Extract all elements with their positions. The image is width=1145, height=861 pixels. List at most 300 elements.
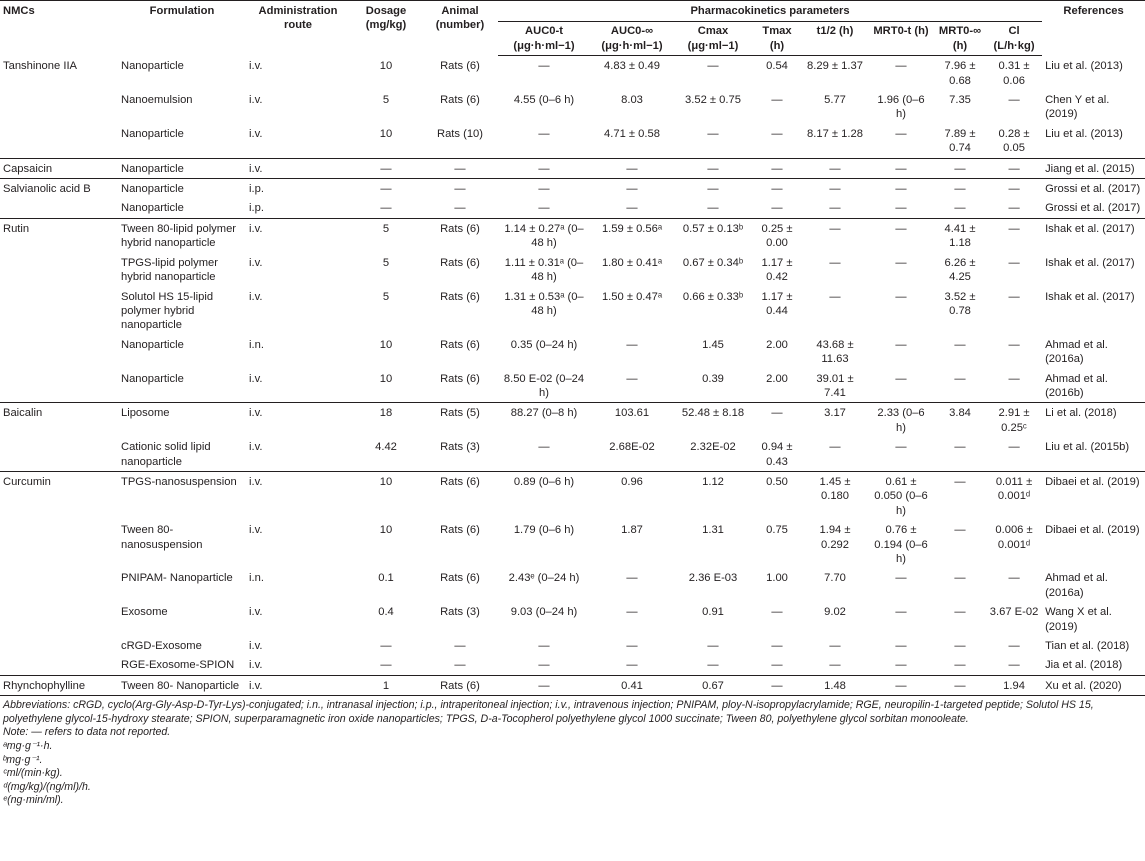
cell-mrt0t: — [895, 256, 907, 269]
cell-tmax: 0.54 [766, 60, 788, 73]
cell-tmax: 2.00 [766, 372, 788, 385]
cell-mrt0t: — [895, 606, 907, 619]
cell-formulation: Nanoparticle [121, 127, 184, 140]
cell-auc0t: — [498, 158, 590, 178]
cell-auc0inf: 0.96 [590, 471, 674, 520]
cell-nmc [0, 369, 118, 403]
cell-auc0t: 1.11 ± 0.31ᵃ (0–48 h) [504, 256, 584, 284]
cell-route: i.v. [246, 218, 350, 252]
cell-t12: — [802, 158, 868, 178]
cell-dosage: — [350, 179, 422, 199]
cell-cmax: — [707, 659, 719, 672]
cell-reference: Wang X et al. (2019) [1045, 606, 1112, 633]
cell-formulation: Tween 80- Nanoparticle [118, 675, 246, 695]
cell-reference: Ishak et al. (2017) [1045, 256, 1135, 269]
cell-formulation: Solutol HS 15-lipid polymer hybrid nanoparticle [121, 290, 214, 332]
cell-t12: 1.45 ± 0.180 [802, 471, 868, 520]
header-mrt0inf: MRT0-∞ (h) [934, 22, 986, 56]
cell-tmax: — [752, 675, 802, 695]
cell-route: i.n. [249, 572, 264, 585]
cell-dosage: 10 [379, 338, 393, 351]
cell-mrt0inf: — [954, 372, 966, 385]
cell-mrt0t: — [868, 158, 934, 178]
cell-auc0t: 88.27 (0–8 h) [498, 403, 590, 437]
cell-route: i.v. [246, 403, 350, 437]
table-row [0, 403, 1145, 437]
cell-cmax: 0.66 ± 0.33ᵇ [682, 290, 744, 303]
cell-dosage: 4.42 [375, 441, 397, 454]
table-row [0, 287, 1145, 335]
cell-formulation: TPGS-lipid polymer hybrid nanoparticle [121, 256, 218, 284]
cell-animal: — [454, 640, 466, 653]
cell-route: i.v. [249, 256, 263, 269]
cell-dosage: 18 [350, 403, 422, 437]
cell-cmax: 1.12 [674, 471, 752, 520]
header-animal: Animal (number) [422, 1, 498, 56]
cell-mrt0t: — [895, 202, 907, 215]
header-mrt0t: MRT0-t (h) [868, 22, 934, 56]
cell-tmax: — [771, 659, 783, 672]
cell-cl: — [1008, 290, 1020, 303]
cell-tmax: — [771, 94, 783, 107]
table-footnotes [0, 696, 1145, 808]
cell-t12: — [829, 202, 841, 215]
cell-nmc [0, 602, 118, 636]
cell-auc0inf: — [626, 640, 638, 653]
footnote-a: ᵃmg·g⁻¹·h. [3, 740, 53, 753]
cell-route: i.v. [249, 372, 263, 385]
header-cmax: Cmax (μg·ml−1) [674, 22, 752, 56]
table-row [0, 602, 1145, 636]
cell-reference: Grossi et al. (2017) [1042, 179, 1145, 199]
cell-formulation: TPGS-nanosuspension [118, 471, 246, 520]
cell-auc0inf: — [626, 606, 638, 619]
cell-route: i.v. [249, 640, 263, 653]
cell-cmax: 0.67 ± 0.34ᵇ [682, 256, 744, 269]
cell-tmax: — [752, 403, 802, 437]
table-row [0, 655, 1145, 675]
cell-cmax: — [674, 158, 752, 178]
cell-t12: 39.01 ± 7.41 [816, 372, 854, 399]
cell-animal: — [422, 179, 498, 199]
cell-animal: Rats (3) [440, 606, 480, 619]
cell-mrt0inf: 3.52 ± 0.78 [944, 290, 976, 317]
cell-t12: — [829, 256, 841, 269]
abbreviations-note: Abbreviations: cRGD, cyclo(Arg-Gly-Asp-D-Tyr-Lys)-conjugated; i.n., intranasal injection; i.p., intraperitoneal injection; i.v., intravenous injection; PNIPAM, ploy-N-isopropylacrylamide; RGE, neuropilin-1-targeted peptide; Solutol HS 15, polyethylene glycol-15-hydroxy stearate; SPION, superparamagnetic iron oxide nanoparticles; TPGS, D-a-Tocopherol polyethylene glycol 1000 succinate; Tween 80, polyethylene glycol sorbitan monooleate. [3, 699, 1094, 725]
cell-reference: Ahmad et al. (2016b) [1045, 372, 1108, 399]
cell-auc0t: 9.03 (0–24 h) [510, 606, 578, 619]
cell-dosage: 10 [379, 59, 393, 72]
cell-auc0inf: 4.83 ± 0.49 [604, 60, 660, 73]
header-nmcs: NMCs [0, 1, 118, 56]
cell-tmax: — [771, 202, 783, 215]
cell-nmc [0, 124, 118, 158]
cell-animal: Rats (6) [422, 471, 498, 520]
cell-cl: — [1008, 338, 1020, 351]
cell-cmax: 0.67 [674, 675, 752, 695]
cell-route: i.v. [246, 471, 350, 520]
cell-route: i.v. [249, 441, 263, 454]
cell-animal: Rats (6) [422, 218, 498, 252]
cell-t12: — [802, 179, 868, 199]
cell-cl: — [986, 218, 1042, 252]
cell-cl: — [986, 179, 1042, 199]
cell-mrt0t: — [895, 338, 907, 351]
cell-route: i.v. [249, 659, 263, 672]
cell-nmc: Rhynchophylline [0, 675, 118, 695]
cell-t12: — [829, 659, 841, 672]
cell-dosage: 1 [350, 675, 422, 695]
cell-mrt0inf: — [934, 158, 986, 178]
cell-mrt0inf: — [954, 524, 966, 537]
cell-cmax: 1.45 [702, 338, 724, 351]
cell-mrt0inf: — [934, 675, 986, 695]
cell-auc0t: 0.35 (0–24 h) [510, 338, 578, 351]
cell-mrt0t: 0.61 ± 0.050 (0–6 h) [868, 471, 934, 520]
cell-mrt0inf: — [954, 606, 966, 619]
table-row [0, 675, 1145, 695]
cell-formulation: Nanoparticle [121, 202, 184, 215]
cell-cl: — [1008, 572, 1020, 585]
cell-auc0inf: 103.61 [590, 403, 674, 437]
cell-nmc [0, 253, 118, 287]
cell-dosage: 10 [350, 471, 422, 520]
header-dosage: Dosage (mg/kg) [350, 1, 422, 56]
cell-auc0t: — [538, 441, 550, 454]
cell-cl: — [986, 158, 1042, 178]
cell-route: i.v. [249, 524, 263, 537]
cell-nmc: Curcumin [0, 471, 118, 520]
table-row [0, 437, 1145, 471]
cell-dosage: — [380, 659, 392, 672]
cell-animal: Rats (6) [440, 290, 480, 303]
cell-auc0inf: — [590, 158, 674, 178]
cell-mrt0t: — [895, 372, 907, 385]
table-row [0, 253, 1145, 287]
cell-cl: 1.94 [986, 675, 1042, 695]
cell-cl: 3.67 E-02 [989, 606, 1039, 619]
cell-cmax: — [674, 179, 752, 199]
cell-t12: — [829, 640, 841, 653]
cell-cmax: 0.91 [702, 606, 724, 619]
cell-auc0t: 1.31 ± 0.53ᵃ (0–48 h) [504, 290, 584, 317]
cell-auc0inf: — [626, 202, 638, 215]
cell-reference: Li et al. (2018) [1042, 403, 1145, 437]
cell-formulation: Exosome [121, 606, 168, 619]
cell-nmc: Capsaicin [0, 158, 118, 178]
cell-nmc [0, 520, 118, 568]
footnote-b: ᵇmg·g⁻¹. [3, 753, 43, 766]
header-auc0t: AUC0-t (μg·h·ml−1) [498, 22, 590, 56]
header-references: References [1042, 1, 1145, 56]
cell-formulation: Nanoparticle [121, 338, 184, 351]
cell-mrt0inf: — [954, 441, 966, 454]
header-formulation: Formulation [118, 1, 246, 56]
cell-formulation: Tween 80-nanosuspension [121, 524, 203, 551]
cell-mrt0t: — [868, 675, 934, 695]
cell-auc0inf: — [626, 572, 638, 585]
cell-mrt0t: — [895, 127, 907, 140]
cell-auc0inf: 2.68E-02 [609, 441, 655, 454]
cell-dosage: — [380, 640, 392, 653]
cell-reference: Jia et al. (2018) [1045, 659, 1123, 672]
cell-mrt0t: — [895, 659, 907, 672]
cell-animal: Rats (6) [440, 524, 480, 537]
cell-mrt0inf: 3.84 [934, 403, 986, 437]
table-row [0, 158, 1145, 178]
table-row [0, 218, 1145, 252]
cell-auc0inf: 1.87 [621, 524, 643, 537]
cell-dosage: 10 [379, 127, 393, 140]
cell-mrt0t: — [895, 640, 907, 653]
cell-cmax: — [707, 60, 719, 73]
cell-cmax: — [707, 202, 719, 215]
cell-cmax: 52.48 ± 8.18 [674, 403, 752, 437]
cell-mrt0inf: 7.96 ± 0.68 [944, 60, 976, 87]
cell-auc0t: 1.79 (0–6 h) [513, 524, 575, 537]
cell-dosage: 5 [382, 256, 390, 269]
cell-animal: Rats (6) [440, 338, 480, 351]
cell-mrt0inf: — [934, 179, 986, 199]
cell-nmc [0, 198, 118, 218]
cell-route: i.p. [246, 179, 350, 199]
cell-route: i.v. [246, 675, 350, 695]
cell-formulation: Liposome [118, 403, 246, 437]
cell-auc0inf: 1.59 ± 0.56ᵃ [590, 218, 674, 252]
cell-route: i.v. [249, 606, 263, 619]
cell-animal: Rats (6) [422, 675, 498, 695]
cell-nmc: Tanshinone IIA [3, 59, 78, 72]
cell-animal: — [454, 202, 466, 215]
cell-auc0inf: — [626, 338, 638, 351]
cell-cmax: 2.36 E-03 [688, 572, 738, 585]
cell-route: i.v. [249, 290, 263, 303]
cell-cmax: 2.32E-02 [690, 441, 736, 454]
cell-dosage: 10 [379, 524, 393, 537]
cell-cmax: 3.52 ± 0.75 [685, 94, 741, 107]
cell-tmax: 2.00 [766, 338, 788, 351]
cell-nmc: Salvianolic acid B [0, 179, 118, 199]
cell-tmax: — [771, 127, 783, 140]
cell-t12: 3.17 [802, 403, 868, 437]
cell-auc0t: — [498, 179, 590, 199]
cell-cl: — [1008, 372, 1020, 385]
cell-nmc: Baicalin [0, 403, 118, 437]
cell-reference: Ahmad et al. (2016a) [1045, 338, 1108, 366]
header-tmax: Tmax (h) [752, 22, 802, 56]
cell-cl: 0.011 ± 0.001ᵈ [986, 471, 1042, 520]
cell-dosage: — [350, 158, 422, 178]
cell-route: i.v. [249, 59, 263, 72]
cell-mrt0t: — [868, 179, 934, 199]
cell-mrt0t: 2.33 (0–6 h) [868, 403, 934, 437]
cell-mrt0t: — [895, 572, 907, 585]
cell-mrt0inf: 7.35 [949, 94, 971, 107]
cell-dosage: 5 [382, 290, 390, 303]
cell-tmax: 0.50 [752, 471, 802, 520]
cell-formulation: Nanoparticle [118, 158, 246, 178]
cell-t12: — [829, 441, 841, 454]
cell-auc0t: — [498, 675, 590, 695]
cell-cmax: 0.39 [702, 372, 724, 385]
cell-animal: Rats (6) [440, 94, 480, 107]
cell-t12: 1.94 ± 0.292 [819, 524, 851, 551]
cell-tmax: — [771, 606, 783, 619]
cell-cl: — [1008, 441, 1020, 454]
cell-auc0inf: — [626, 659, 638, 672]
cell-formulation: PNIPAM- Nanoparticle [121, 572, 233, 585]
cell-formulation: Nanoparticle [121, 372, 184, 385]
cell-formulation: Nanoparticle [121, 59, 184, 72]
cell-t12: 1.48 [802, 675, 868, 695]
cell-reference: Dibaei et al. (2019) [1045, 524, 1140, 537]
cell-auc0t: 4.55 (0–6 h) [513, 94, 575, 107]
cell-auc0t: — [538, 659, 550, 672]
cell-mrt0inf: — [954, 640, 966, 653]
cell-nmc [0, 655, 118, 675]
table-row [0, 369, 1145, 403]
cell-cl: — [1008, 256, 1020, 269]
cell-reference: Chen Y et al. (2019) [1045, 94, 1110, 121]
cell-t12: 9.02 [824, 606, 846, 619]
header-pk-parameters: Pharmacokinetics parameters [498, 1, 1042, 22]
cell-auc0t: — [538, 127, 550, 140]
header-t12: t1/2 (h) [802, 22, 868, 56]
cell-auc0t: 1.14 ± 0.27ᵃ (0–48 h) [498, 218, 590, 252]
cell-cl: — [1008, 94, 1020, 107]
cell-auc0t: — [538, 60, 550, 73]
table-row [0, 636, 1145, 655]
cell-auc0inf: — [590, 179, 674, 199]
cell-auc0inf: 4.71 ± 0.58 [604, 127, 660, 140]
cell-nmc [0, 90, 118, 124]
cell-formulation: Cationic solid lipid nanoparticle [121, 441, 211, 468]
cell-route: i.v. [246, 158, 350, 178]
cell-cmax: 0.57 ± 0.13ᵇ [674, 218, 752, 252]
cell-reference: Ishak et al. (2017) [1042, 218, 1145, 252]
cell-auc0t: — [538, 640, 550, 653]
table-row [0, 471, 1145, 520]
footnote-e: ᵉ(ng·min/ml). [3, 794, 64, 807]
cell-auc0t: 2.43ᵉ (0–24 h) [508, 572, 580, 585]
cell-auc0inf: 1.50 ± 0.47ᵃ [601, 290, 663, 303]
cell-formulation: Nanoemulsion [121, 94, 193, 107]
cell-dosage: 5 [350, 218, 422, 252]
cell-dosage: 0.4 [378, 606, 394, 619]
cell-tmax: — [752, 179, 802, 199]
cell-mrt0inf: — [954, 202, 966, 215]
cell-t12: 43.68 ± 11.63 [816, 338, 854, 366]
cell-mrt0inf: — [954, 572, 966, 585]
cell-t12: 8.29 ± 1.37 [807, 60, 863, 73]
cell-tmax: — [752, 158, 802, 178]
cell-reference: Liu et al. (2013) [1045, 59, 1123, 72]
cell-animal: Rats (5) [422, 403, 498, 437]
footnote-c: ᶜml/(min·kg). [3, 767, 63, 780]
cell-nmc [0, 437, 118, 471]
cell-cl: — [1008, 202, 1020, 215]
table-body [0, 56, 1145, 696]
footnote-d: ᵈ(mg/kg)/(ng/ml)/h. [3, 780, 91, 793]
cell-reference: Jiang et al. (2015) [1042, 158, 1145, 178]
header-route: Administration route [246, 1, 350, 56]
cell-tmax: 1.17 ± 0.44 [761, 290, 793, 317]
cell-mrt0inf: 4.41 ± 1.18 [934, 218, 986, 252]
cell-nmc [0, 287, 118, 335]
cell-mrt0inf: 6.26 ± 4.25 [944, 256, 976, 284]
cell-cl: — [1008, 640, 1020, 653]
table-row [0, 90, 1145, 124]
cell-dosage: — [380, 202, 392, 215]
cell-tmax: — [771, 640, 783, 653]
cell-reference: Liu et al. (2015b) [1045, 441, 1130, 454]
cell-tmax: 0.75 [766, 524, 788, 537]
cell-tmax: 1.17 ± 0.42 [761, 256, 793, 284]
cell-nmc [0, 636, 118, 655]
cell-mrt0t: 1.96 (0–6 h) [877, 94, 925, 121]
cell-tmax: 0.94 ± 0.43 [761, 441, 793, 468]
cell-mrt0inf: — [954, 338, 966, 351]
cell-mrt0inf: — [954, 659, 966, 672]
cell-t12: — [829, 290, 841, 303]
table-row [0, 335, 1145, 369]
header-cl: Cl (L/h·kg) [986, 22, 1042, 56]
cell-animal: — [454, 659, 466, 672]
cell-tmax: 1.00 [766, 572, 788, 585]
cell-formulation: Nanoparticle [118, 179, 246, 199]
cell-cl: 0.28 ± 0.05 [998, 127, 1030, 155]
cell-cl: 2.91 ± 0.25ᶜ [986, 403, 1042, 437]
cell-nmc [0, 335, 118, 369]
cell-dosage: 10 [379, 372, 393, 385]
dash-note: Note: — refers to data not reported. [3, 726, 171, 739]
cell-nmc: Rutin [0, 218, 118, 252]
table-row [0, 520, 1145, 568]
header-auc0inf: AUC0-∞ (μg·h·ml−1) [590, 22, 674, 56]
cell-cl: 0.006 ± 0.001ᵈ [995, 524, 1033, 551]
cell-animal: — [422, 158, 498, 178]
cell-mrt0t: — [895, 290, 907, 303]
cell-animal: Rats (6) [440, 256, 480, 269]
cell-t12: 7.70 [824, 572, 846, 585]
cell-route: i.p. [249, 202, 264, 215]
cell-reference: Tian et al. (2018) [1045, 640, 1130, 653]
cell-route: i.v. [249, 94, 263, 107]
cell-cmax: — [707, 127, 719, 140]
table-row [0, 56, 1145, 90]
cell-animal: Rats (10) [436, 127, 483, 140]
cell-mrt0inf: — [934, 471, 986, 520]
cell-cl: 0.31 ± 0.06 [998, 60, 1030, 87]
table-row [0, 179, 1145, 199]
cell-t12: 5.77 [824, 94, 846, 107]
cell-reference: Ahmad et al. (2016a) [1045, 572, 1108, 599]
cell-cl: — [1008, 659, 1020, 672]
cell-reference: Xu et al. (2020) [1042, 675, 1145, 695]
cell-route: i.n. [249, 338, 264, 351]
cell-reference: Liu et al. (2013) [1045, 127, 1123, 140]
cell-mrt0t: — [895, 60, 907, 73]
table-row [0, 124, 1145, 158]
cell-formulation: cRGD-Exosome [121, 640, 202, 653]
cell-animal: Rats (6) [440, 572, 480, 585]
cell-dosage: 0.1 [378, 572, 394, 585]
cell-mrt0inf: 7.89 ± 0.74 [944, 127, 976, 155]
cell-tmax: 0.25 ± 0.00 [752, 218, 802, 252]
cell-mrt0t: — [868, 218, 934, 252]
cell-reference: Ishak et al. (2017) [1045, 290, 1135, 303]
cell-reference: Grossi et al. (2017) [1045, 202, 1141, 215]
